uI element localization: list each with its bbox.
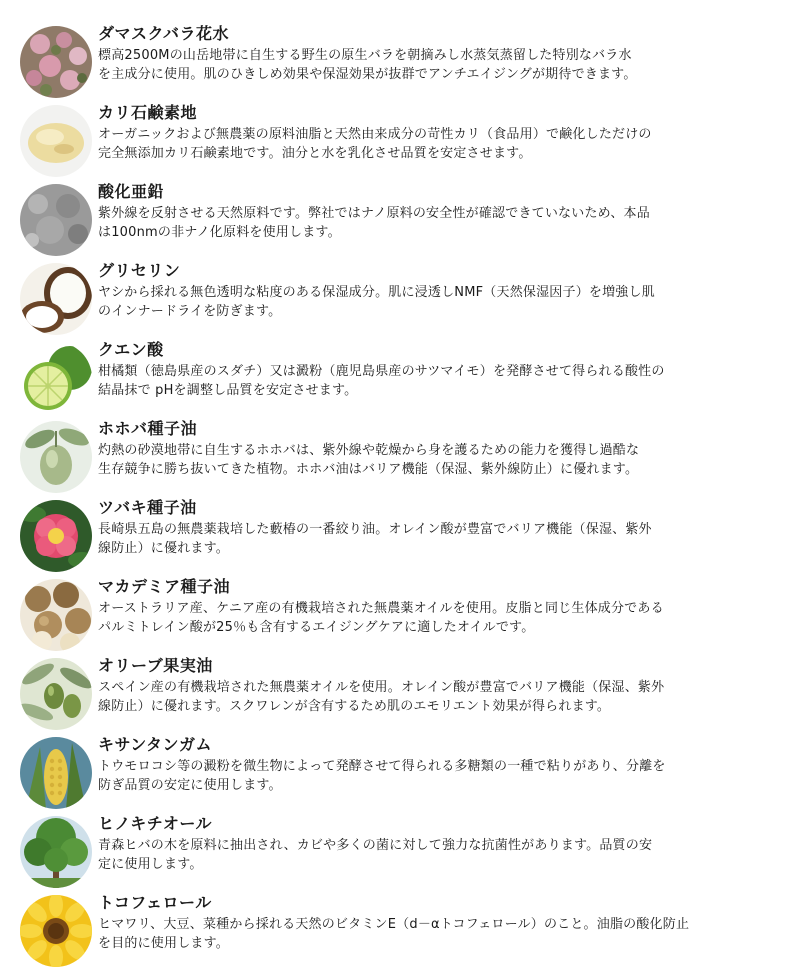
ingredient-name: マカデミア種子油 [98,577,231,596]
coconut-icon [20,263,92,335]
ingredient-description [98,204,790,242]
soap-base-icon [20,105,92,177]
hiba-tree-icon [20,816,92,888]
description-line: 線防止）に優れます。スクワレンが含有するため肌のエモリエント効果が得られます。 [98,699,611,714]
description-line: を目的に使用します。 [98,936,229,951]
ingredient-citric-acid [20,340,790,418]
ingredient-rose-water [20,24,790,102]
description-line: オーガニックおよび無農薬の原料油脂と天然由来成分の苛性カリ（食品用）で鹸化しただけの [98,127,652,142]
ingredient-name: クエン酸 [98,340,164,359]
ingredient-name: ツバキ種子油 [98,498,197,517]
rose-flower-icon [20,26,92,98]
description-line: 柑橘類（徳島県産のスダチ）又は澱粉（鹿児島県産のサツマイモ）を発酵させて得られる酸性の [98,364,665,379]
ingredient-description [98,836,790,874]
ingredient-name: ダマスクバラ花水 [98,24,230,43]
corn-icon [20,737,92,809]
ingredient-zinc-oxide [20,182,790,260]
description-line: を主成分に使用。肌のひきしめ効果や保湿効果が抜群でアンチエイジングが期待できます。 [98,67,637,82]
ingredient-name: オリーブ果実油 [98,656,213,675]
description-line: ヒマワリ、大豆、菜種から採れる天然のビタミンE（d－αトコフェロール）のこと。油脂の酸化防止 [98,917,690,932]
ingredient-name: カリ石鹸素地 [98,103,198,122]
description-line: のインナードライを防ぎます。 [98,304,282,319]
ingredient-description [98,46,790,84]
jojoba-seed-icon [20,421,92,493]
description-line: 防ぎ品質の安定に使用します。 [98,778,282,793]
description-line: 灼熱の砂漠地帯に自生するホホバは、紫外線や乾燥から身を護るための能力を獲得し過酷な [98,443,640,458]
description-line: 線防止）に優れます。 [98,541,229,556]
description-line: 定に使用します。 [98,857,203,872]
ingredient-description [98,125,790,163]
description-line: スペイン産の有機栽培された無農薬オイルを使用。オレイン酸が豊富でバリア機能（保湿、紫外 [98,680,665,695]
description-line: ヤシから採れる無色透明な粘度のある保湿成分。肌に浸透しNMF（天然保湿因子）を増強し肌 [98,285,655,300]
ingredient-description [98,441,790,479]
ingredient-macadamia-oil [20,577,790,655]
ingredient-jojoba-oil [20,419,790,497]
ingredient-olive-oil [20,656,790,734]
description-line: パルミトレイン酸が25％も含有するエイジングケアに適したオイルです。 [98,620,535,635]
ingredient-description [98,520,790,558]
description-line: 青森ヒバの木を原料に抽出され、カビや多くの菌に対して強力な抗菌性があります。品質の安 [98,838,653,853]
description-line: 長崎県五島の無農薬栽培した藪椿の一番絞り油。オレイン酸が豊富でバリア機能（保湿、紫外 [98,522,652,537]
zinc-oxide-powder-icon [20,184,92,256]
ingredient-name: 酸化亜鉛 [98,182,165,201]
camellia-flower-icon [20,500,92,572]
description-line: 紫外線を反射させる天然原料です。弊社ではナノ原料の安全性が確認できていないため、本品 [98,206,650,221]
ingredient-description [98,599,790,637]
ingredient-description [98,678,790,716]
ingredient-name: キサンタンガム [98,735,213,754]
description-line: トウモロコシ等の澱粉を微生物によって発酵させて得られる多糖類の一種で粘りがあり、分離を [98,759,666,774]
sudachi-citrus-icon [20,342,92,414]
macadamia-nut-icon [20,579,92,651]
ingredient-camellia-oil [20,498,790,576]
ingredient-name: ヒノキチオール [98,814,213,833]
description-line: 標高2500Mの山岳地帯に自生する野生の原生バラを朝摘みし水蒸気蒸留した特別なバラ水 [98,48,632,63]
ingredient-description [98,362,790,400]
ingredient-name: グリセリン [98,261,181,280]
description-line: オーストラリア産、ケニア産の有機栽培された無農薬オイルを使用。皮脂と同じ生体成分である [98,601,664,616]
ingredient-tocopherol [20,893,790,971]
ingredient-name: ホホバ種子油 [98,419,198,438]
olive-fruit-icon [20,658,92,730]
description-line: 結晶抹で pHを調整し品質を安定させます。 [98,383,358,398]
ingredient-xanthan-gum [20,735,790,813]
ingredient-hinokitiol [20,814,790,892]
ingredient-description [98,283,790,321]
ingredient-glycerin [20,261,790,339]
ingredient-potash-soap [20,103,790,181]
ingredient-description [98,915,790,953]
description-line: は100nmの非ナノ化原料を使用します。 [98,225,341,240]
description-line: 生存競争に勝ち抜いてきた植物。ホホバ油はバリア機能（保湿、紫外線防止）に優れます。 [98,462,639,477]
sunflower-icon [20,895,92,967]
description-line: 完全無添加カリ石鹸素地です。油分と水を乳化させ品質を安定させます。 [98,146,532,161]
ingredient-name: トコフェロール [98,893,212,912]
ingredient-description [98,757,790,795]
